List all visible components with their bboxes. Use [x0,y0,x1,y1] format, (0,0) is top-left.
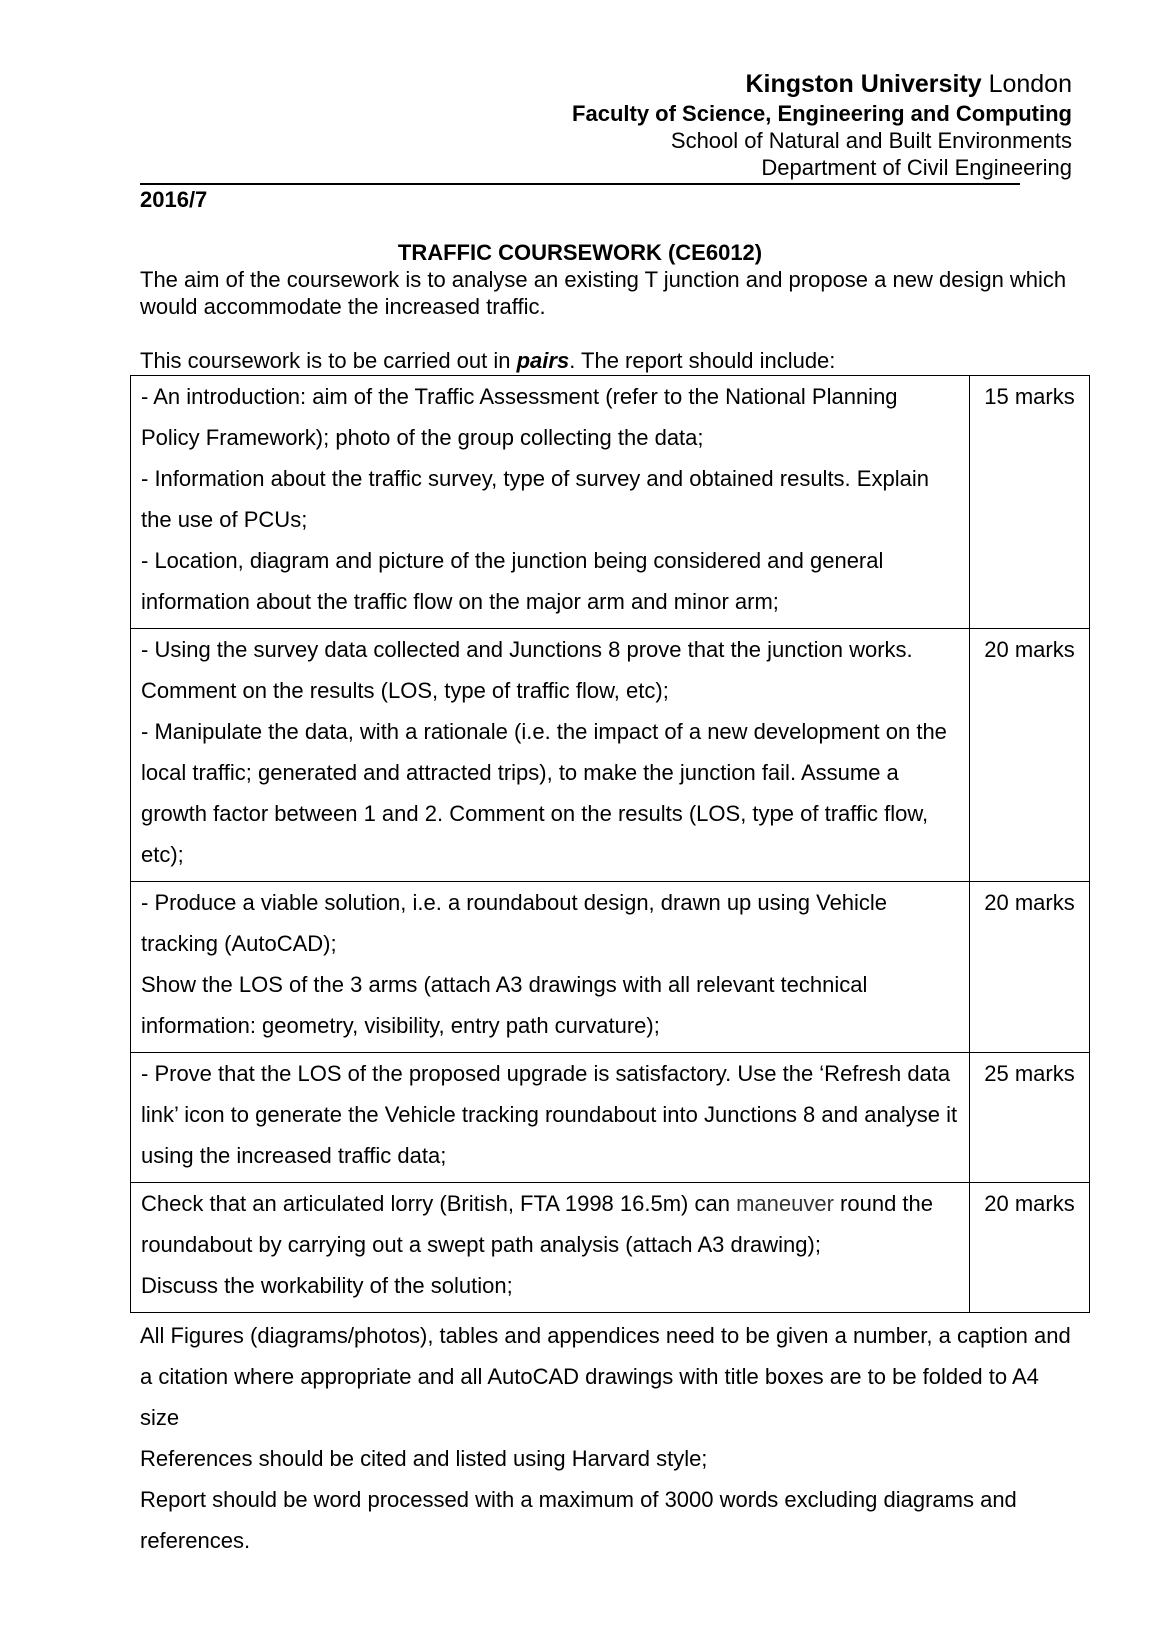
row-description: - Prove that the LOS of the proposed upgrade is satisfactory. Use the ‘Refresh data link’ icon to generate the Vehicle tracking roundabout into Junctions 8 and analyse it using the increased traffic data; [131,1053,970,1183]
row-marks: 15 marks [970,376,1090,629]
row-description: Check that an articulated lorry (British, FTA 1998 16.5m) can maneuver round the roundabout by carrying out a swept path analysis (attach A3 drawing); Discuss the workability of the solution; [131,1183,970,1313]
table-row [131,882,1090,1053]
marks-table [130,375,1090,1313]
row-marks: 25 marks [970,1053,1090,1183]
row-description: - Using the survey data collected and Junctions 8 prove that the junction works. Comment on the results (LOS, type of traffic flow, etc); - Manipulate the data, with a rationale (i.e. the impact of a new development on the local traffic; generated and attracted trips), to make the junction fail. Assume a growth factor between 1 and 2. Comment on the results (LOS, type of traffic flow, etc); [131,629,970,882]
word-limit-note: Report should be word processed with a maximum of 3000 words excluding diagrams and references. [140,1487,1017,1553]
faculty-name: Faculty of Science, Engineering and Computing [572,101,1072,126]
aim-paragraph: The aim of the coursework is to analyse an existing T junction and propose a new design which would accommodate the increased traffic. [140,267,1067,319]
university-name-city: London [981,70,1072,98]
university-name [572,68,1072,100]
academic-year: 2016/7 [140,187,208,212]
department-name: Department of Civil Engineering [761,155,1072,180]
row-marks: 20 marks [970,629,1090,882]
row-marks: 20 marks [970,1183,1090,1313]
row-marks: 20 marks [970,882,1090,1053]
document-title: TRAFFIC COURSEWORK (CE6012) [397,240,763,265]
pairs-paragraph: This coursework is to be carried out in pairs. The report should include: [140,348,836,373]
row-description: - An introduction: aim of the Traffic Assessment (refer to the National Planning Policy Framework); photo of the group collecting the data; - Information about the traffic survey, type of survey and obtained results. Explain the use of PCUs; - Location, diagram and picture of the junction being considered and general information about the traffic flow on the major arm and minor arm; [131,376,970,629]
school-name: School of Natural and Built Environments [670,128,1072,153]
references-note: References should be cited and listed using Harvard style; [140,1446,708,1471]
pairs-emphasis: pairs [516,348,570,373]
institution-header [572,68,1072,181]
row-description: - Produce a viable solution, i.e. a roundabout design, drawn up using Vehicle tracking (AutoCAD); Show the LOS of the 3 arms (attach A3 drawings with all relevant technical information: geometry, visibility, entry path curvature); [131,882,970,1053]
figures-note: All Figures (diagrams/photos), tables and appendices need to be given a number, a caption and a citation where appropriate and all AutoCAD drawings with title boxes are to be folded to A4 size [140,1323,1071,1430]
header-divider [140,183,1020,185]
table-row [131,629,1090,882]
table-row [131,1053,1090,1183]
intro-section [140,266,1080,374]
footer-notes [140,1315,1080,1561]
table-row [131,376,1090,629]
table-row [131,1183,1090,1313]
university-name-bold: Kingston University [745,70,982,98]
